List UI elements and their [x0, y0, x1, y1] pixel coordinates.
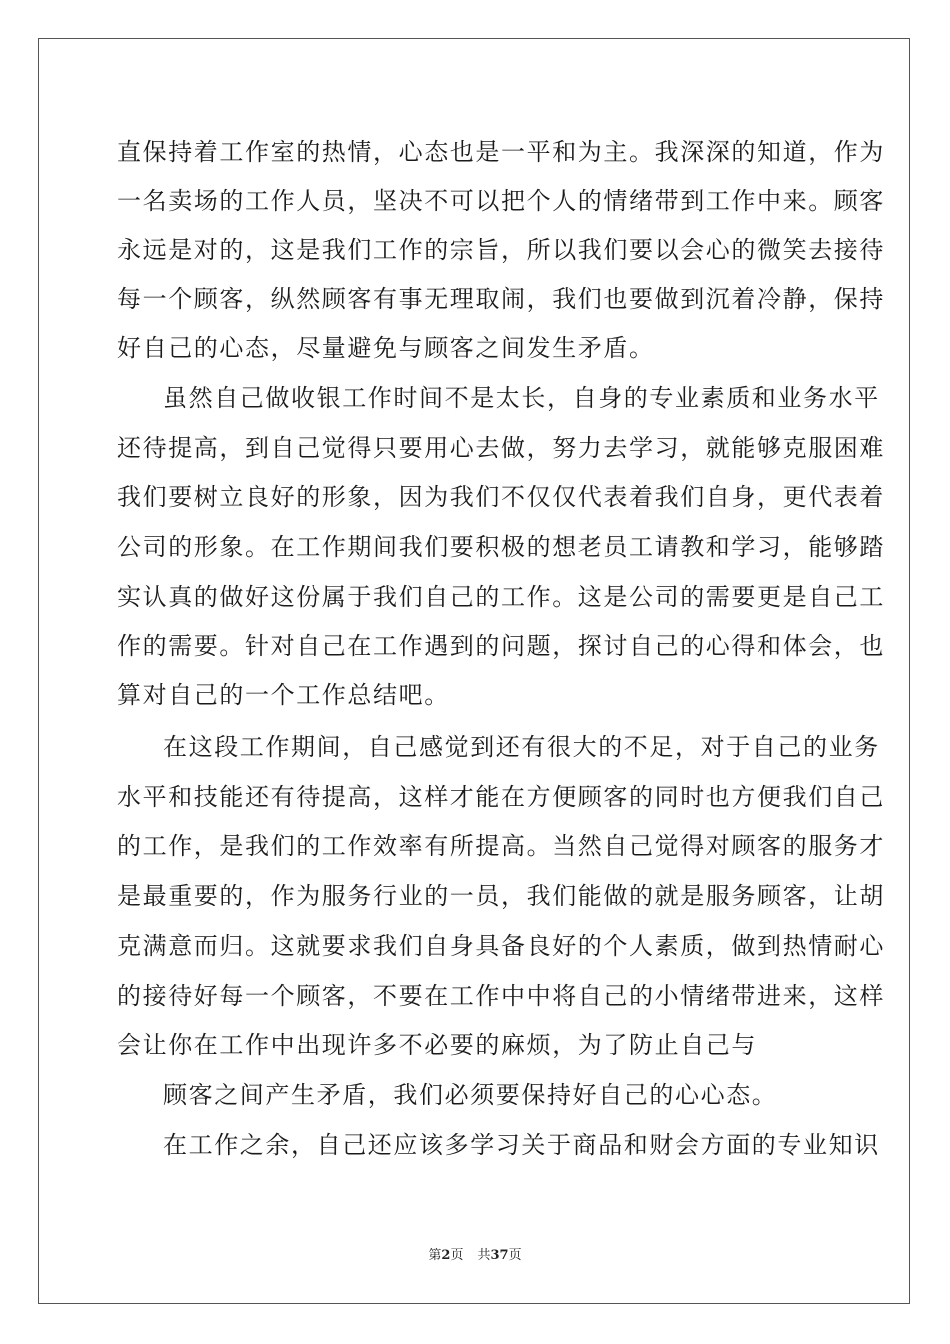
total-prefix: 共 — [477, 1248, 491, 1263]
paragraph-first-line: 在工作之余，自己还应该多学习关于商品和财会方面的专业知识 — [163, 1131, 880, 1159]
page-number: 2 — [441, 1248, 451, 1263]
paragraph-first-line: 在这段工作期间，自己感觉到还有很大的不足，对于自己的业务 — [163, 733, 880, 761]
page-prefix: 第 — [428, 1248, 442, 1263]
text-line: 是最重要的，作为服务行业的一员，我们能做的就是服务顾客，让胡 — [117, 882, 885, 910]
page-footer — [0, 1248, 950, 1264]
total-suffix: 页 — [508, 1248, 522, 1263]
paragraph-first-line: 顾客之间产生矛盾，我们必须要保持好自己的心心态。 — [163, 1081, 778, 1109]
text-line: 水平和技能还有待提高，这样才能在方便顾客的同时也方便我们自己 — [117, 783, 885, 811]
page-suffix: 页 — [450, 1248, 464, 1263]
text-line: 每一个顾客，纵然顾客有事无理取闹，我们也要做到沉着冷静，保持 — [117, 285, 885, 313]
text-line: 我们要树立良好的形象，因为我们不仅仅代表着我们自身，更代表着 — [117, 483, 885, 511]
text-line: 的工作，是我们的工作效率有所提高。当然自己觉得对顾客的服务才 — [117, 832, 885, 860]
text-line: 好自己的心态，尽量避免与顾客之间发生矛盾。 — [117, 334, 655, 362]
text-line: 永远是对的，这是我们工作的宗旨，所以我们要以会心的微笑去接待 — [117, 236, 885, 264]
paragraph-first-line: 虽然自己做收银工作时间不是太长，自身的专业素质和业务水平 — [163, 384, 880, 412]
text-line: 算对自己的一个工作总结吧。 — [117, 681, 450, 709]
text-line: 实认真的做好这份属于我们自己的工作。这是公司的需要更是自己工 — [117, 583, 885, 611]
text-line: 一名卖场的工作人员，坚决不可以把个人的情绪带到工作中来。顾客 — [117, 187, 885, 215]
text-line: 直保持着工作室的热情，心态也是一平和为主。我深深的知道，作为 — [117, 138, 885, 166]
total-pages: 37 — [490, 1248, 509, 1263]
text-line: 作的需要。针对自己在工作遇到的问题，探讨自己的心得和体会，也 — [117, 632, 885, 660]
page-border — [38, 38, 910, 1304]
text-line: 会让你在工作中出现许多不必要的麻烦，为了防止自己与 — [117, 1031, 757, 1059]
text-line: 公司的形象。在工作期间我们要积极的想老员工请教和学习，能够踏 — [117, 533, 885, 561]
text-line: 的接待好每一个顾客，不要在工作中中将自己的小情绪带进来，这样 — [117, 982, 885, 1010]
text-line: 还待提高，到自己觉得只要用心去做，努力去学习，就能够克服困难 — [117, 434, 885, 462]
text-line: 克满意而归。这就要求我们自身具备良好的个人素质，做到热情耐心 — [117, 932, 885, 960]
